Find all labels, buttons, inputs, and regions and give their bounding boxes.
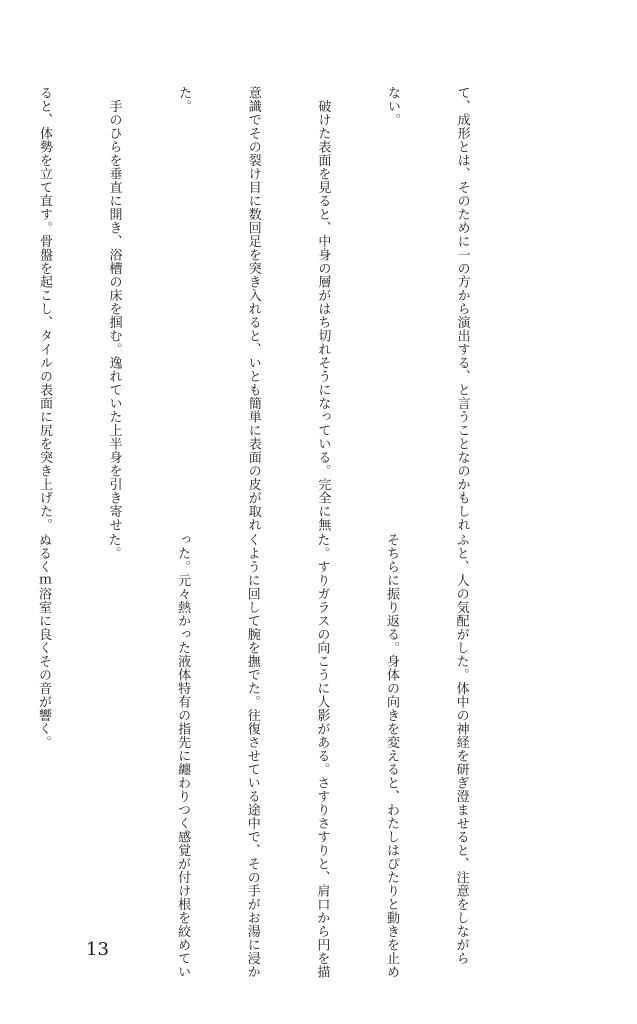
text-line: た。 — [176, 86, 192, 113]
text-line: ふと、人の気配がした。体中の神経を研ぎ澄ませると、注意をしながら — [453, 533, 469, 965]
text-line: ぬるくｍ浴室に良くその音が響く。 — [35, 533, 51, 749]
text-line: た。 — [105, 533, 121, 560]
text-line: くように回して腕を撫でた。往復させている途中で、その手がお湯に浸か — [244, 533, 260, 979]
text-line: 破けた表面を見ると、中身の層がはち切れそうになっている。完全に無 — [315, 86, 331, 532]
text-line: ない。 — [384, 86, 400, 127]
text-line: った。元々熱かった液体特有の指先に纏わりつく感覚が付け根を絞めてい — [175, 533, 191, 979]
text-line: 意識でその裂け目に数回足を突き入れると、いとも簡単に表面の皮が取れ — [245, 86, 261, 532]
upper-text-block — [36, 86, 520, 532]
text-line: ると、体勢を立て直す。骨盤を起こし、タイルの表面に尻を突き上げた。 — [36, 86, 52, 532]
text-line: て、成形とは、そのために一の方から演出する、と言うことなのかもしれ — [454, 86, 470, 532]
page-number: 13 — [86, 939, 109, 960]
text-line: 手のひらを垂直に開き、浴槽の床を掴む。逸れていた上半身を引き寄せ — [106, 86, 122, 532]
text-line: そちらに振り返る。身体の向きを変えると、わたしはぴたりと動きを止め — [383, 533, 399, 979]
text-line: た。すりガラスの向こうに人影がある。さすりさすりと、肩口から円を描 — [314, 533, 330, 979]
